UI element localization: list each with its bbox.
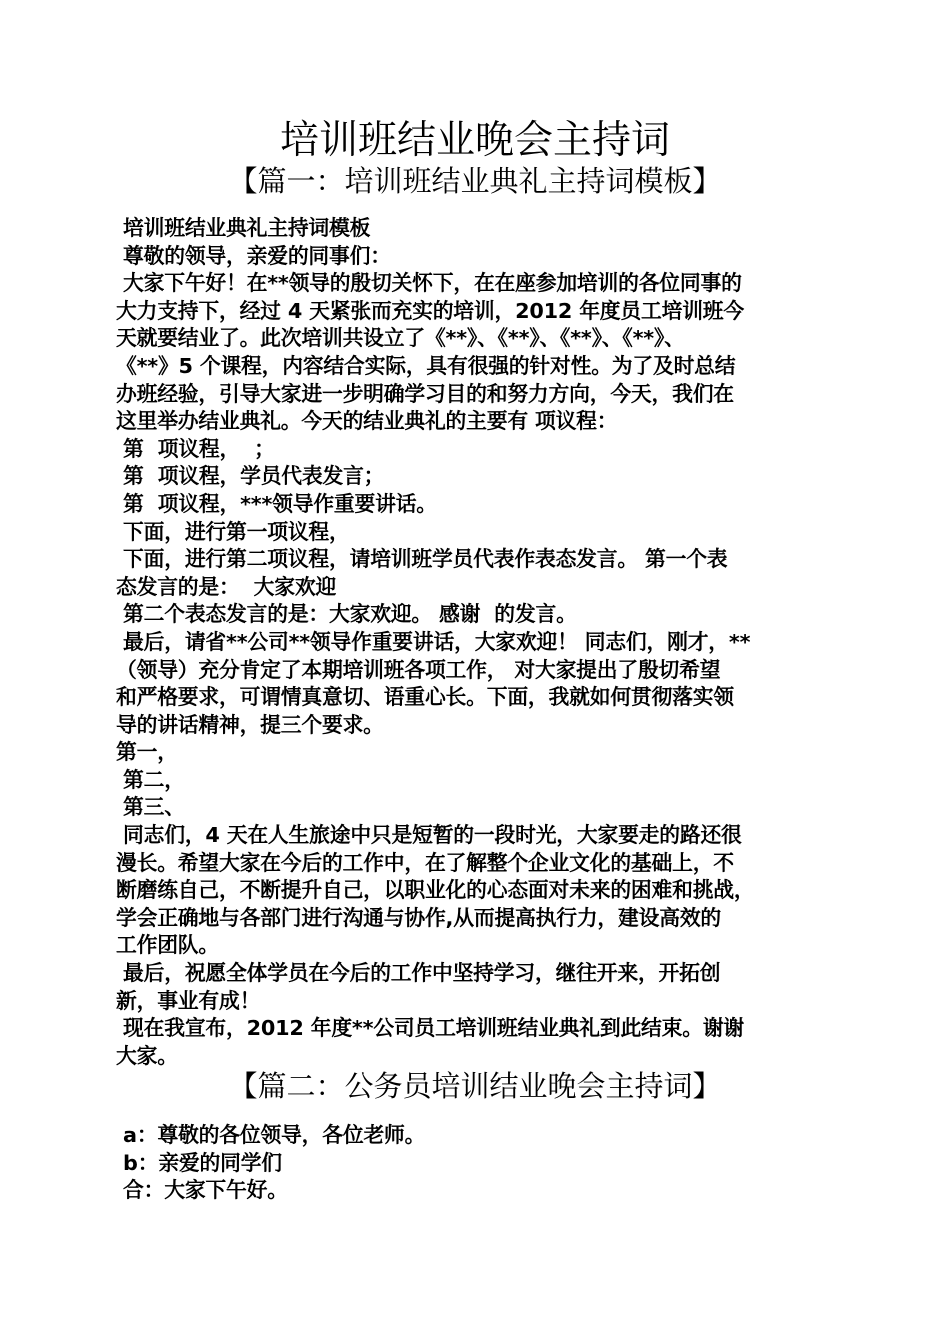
paragraph-line: 态发言的是： 大家欢迎 bbox=[116, 574, 337, 599]
paragraph-line: 大力支持下，经过 4 天紧张而充实的培训，2012 年度员工培训班今 bbox=[116, 298, 744, 323]
paragraph-line: 办班经验，引导大家进一步明确学习目的和努力方向，今天，我们在 bbox=[116, 381, 734, 406]
paragraph-line: 这里举办结业典礼。今天的结业典礼的主要有 项议程： bbox=[116, 409, 618, 434]
paragraph-line: 第 项议程，***领导作重要讲话。 bbox=[116, 491, 437, 516]
paragraph-line: b：亲爱的同学们 bbox=[116, 1150, 282, 1175]
paragraph-line: 最后，祝愿全体学员在今后的工作中坚持学习，继往开来，开拓创 bbox=[116, 961, 721, 986]
section-heading-2: 【篇二：公务员培训结业晚会主持词】 bbox=[228, 1069, 722, 1103]
section-2-body bbox=[116, 1122, 841, 1205]
paragraph-line: 导的讲话精神，提三个要求。 bbox=[116, 712, 384, 737]
paragraph-line: 工作团队。 bbox=[116, 933, 219, 958]
paragraph-line: 培训班结业典礼主持词模板 bbox=[116, 216, 371, 240]
paragraph-line: 学会正确地与各部门进行沟通与协作,从而提高执行力，建设高效的 bbox=[116, 905, 722, 930]
paragraph-line: 第二， bbox=[116, 767, 185, 792]
paragraph-line: 第 项议程，学员代表发言； bbox=[116, 464, 385, 489]
paragraph-line: 大家下午好！在**领导的殷切关怀下，在在座参加培训的各位同事的 bbox=[116, 271, 742, 296]
section-1-body bbox=[116, 215, 841, 1070]
paragraph-line: （领导）充分肯定了本期培训班各项工作， 对大家提出了殷切希望 bbox=[116, 657, 721, 682]
paragraph-line: 第三、 bbox=[116, 795, 185, 820]
paragraph-line: 和严格要求，可谓情真意切、语重心长。下面，我就如何贯彻落实领 bbox=[116, 685, 734, 710]
paragraph-line: 第一， bbox=[116, 740, 178, 765]
paragraph-line: 合：大家下午好。 bbox=[116, 1178, 288, 1203]
paragraph-line: 下面，进行第二项议程，请培训班学员代表作表态发言。 第一个表 bbox=[116, 547, 728, 572]
paragraph-line: 同志们，4 天在人生旅途中只是短暂的一段时光，大家要走的路还很 bbox=[116, 823, 742, 848]
paragraph-line: 下面，进行第一项议程， bbox=[116, 519, 350, 544]
document-title: 培训班结业晚会主持词 bbox=[279, 118, 670, 163]
paragraph-line: 最后，请省**公司**领导作重要讲话，大家欢迎！ 同志们，刚才，** bbox=[116, 629, 751, 654]
paragraph-line: 大家。 bbox=[116, 1043, 178, 1068]
section-heading-1: 【篇一：培训班结业典礼主持词模板】 bbox=[228, 164, 722, 198]
paragraph-line: 第 项议程， ； bbox=[116, 436, 275, 461]
paragraph-line: 现在我宣布，2012 年度**公司员工培训班结业典礼到此结束。谢谢 bbox=[116, 1016, 745, 1041]
paragraph-line: 《**》5 个课程，内容结合实际，具有很强的针对性。为了及时总结 bbox=[116, 353, 736, 378]
paragraph-line: 新，事业有成！ bbox=[116, 988, 261, 1013]
paragraph-line: a：尊敬的各位领导，各位老师。 bbox=[116, 1123, 426, 1147]
paragraph-line: 尊敬的领导，亲爱的同事们： bbox=[116, 243, 391, 268]
paragraph-line: 天就要结业了。此次培训共设立了《**》、《**》、《**》、《**》、 bbox=[116, 326, 685, 351]
paragraph-line: 漫长。希望大家在今后的工作中，在了解整个企业文化的基础上，不 bbox=[116, 850, 734, 875]
paragraph-line: 第二个表态发言的是：大家欢迎。 感谢 的发言。 bbox=[116, 602, 577, 627]
paragraph-line: 断磨练自己，不断提升自己，以职业化的心态面对未来的困难和挑战， bbox=[116, 878, 755, 903]
